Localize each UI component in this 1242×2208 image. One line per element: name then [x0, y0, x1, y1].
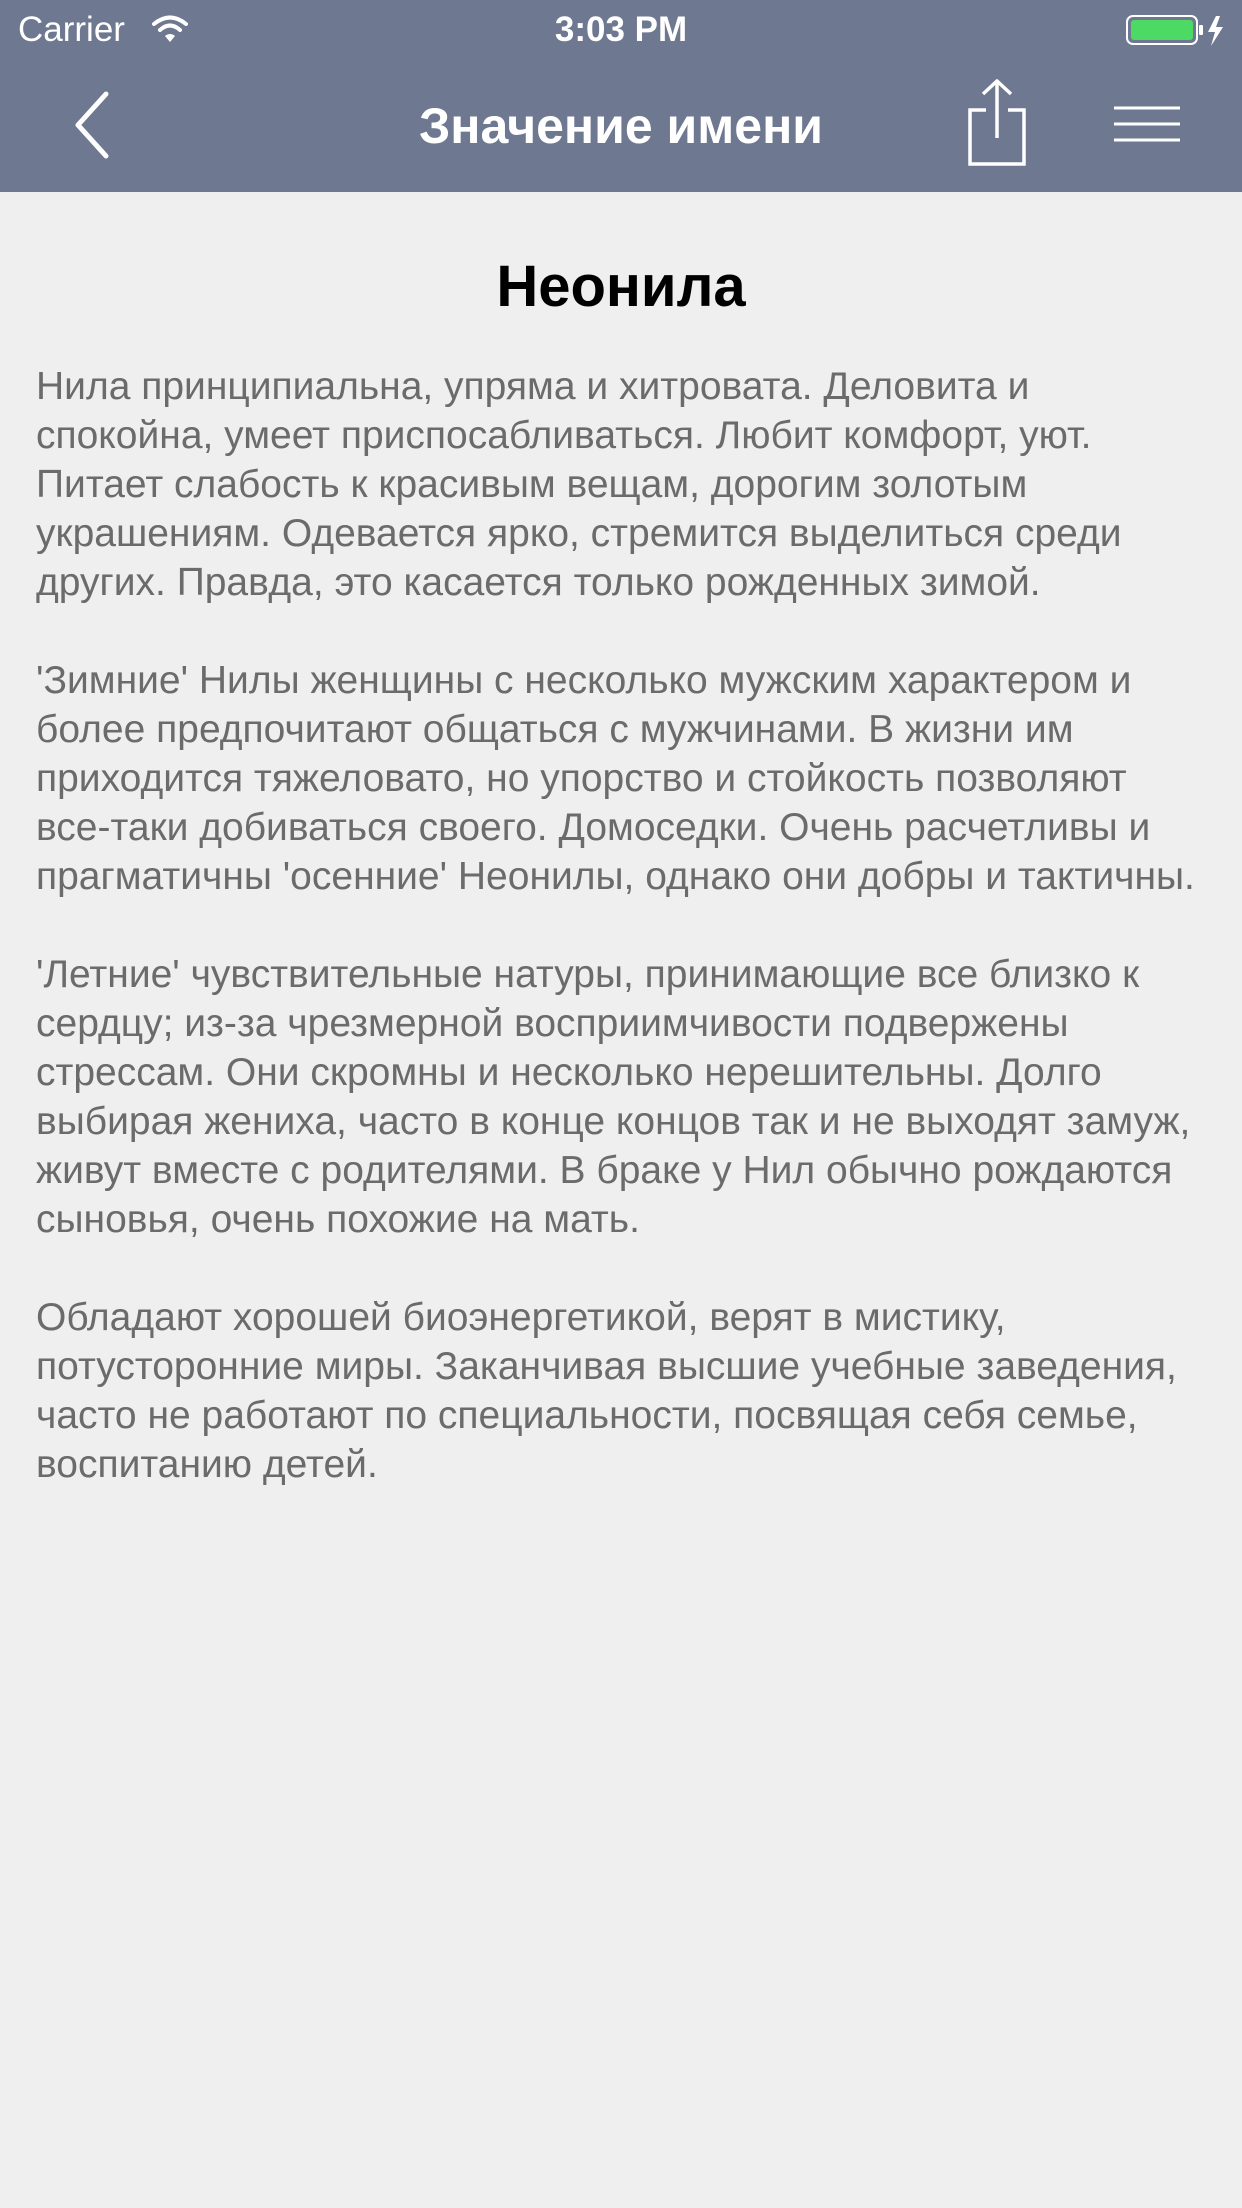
share-icon [960, 78, 1034, 168]
carrier-label: Carrier [18, 10, 125, 49]
menu-button[interactable] [1110, 94, 1184, 154]
share-button[interactable] [960, 78, 1034, 168]
nav-bar [0, 60, 1242, 192]
article-paragraph: Нила принципиальна, упряма и хитровата. Деловита и спокойна, умеет приспосабливаться. Любит комфорт, уют. Питает слабость к красивым вещам, дорогим золотым украшениям. Одевается ярко, стремится выделиться среди других. Правда, это касается только рожденных зимой. [36, 365, 1122, 604]
back-button[interactable] [58, 90, 128, 160]
status-time: 3:03 PM [554, 10, 688, 49]
nav-title: Значение имени [418, 98, 824, 154]
article-title: Неонила [496, 254, 746, 319]
chevron-left-icon [58, 90, 128, 160]
article-paragraph: Обладают хорошей биоэнергетикой, верят в мистику, потусторонние миры. Заканчивая высшие учебные заведения, часто не работают по специальности, посвящая себя семье, воспитанию детей. [36, 1296, 1177, 1486]
article-content [36, 192, 1206, 1489]
header [0, 0, 1242, 192]
battery-icon [1126, 14, 1226, 48]
article-paragraph: 'Зимние' Нилы женщины с несколько мужским характером и более предпочитают общаться с мужчинами. В жизни им приходится тяжеловато, но упорство и стойкость позволяют все-таки добиваться своего. Домоседки. Очень расчетливы и прагматичны 'осенние' Неонилы, однако они добры и тактичны. [36, 659, 1195, 898]
hamburger-menu-icon [1110, 94, 1184, 154]
article-paragraph: 'Летние' чувствительные натуры, принимающие все близко к сердцу; из-за чрезмерной восприимчивости подвержены стрессам. Они скромны и несколько нерешительны. Долго выбирая жениха, часто в конце концов так и не выходят замуж, живут вместе с родителями. В браке у Нил обычно рождаются сыновья, очень похожие на мать. [36, 953, 1191, 1241]
status-bar [0, 0, 1242, 60]
